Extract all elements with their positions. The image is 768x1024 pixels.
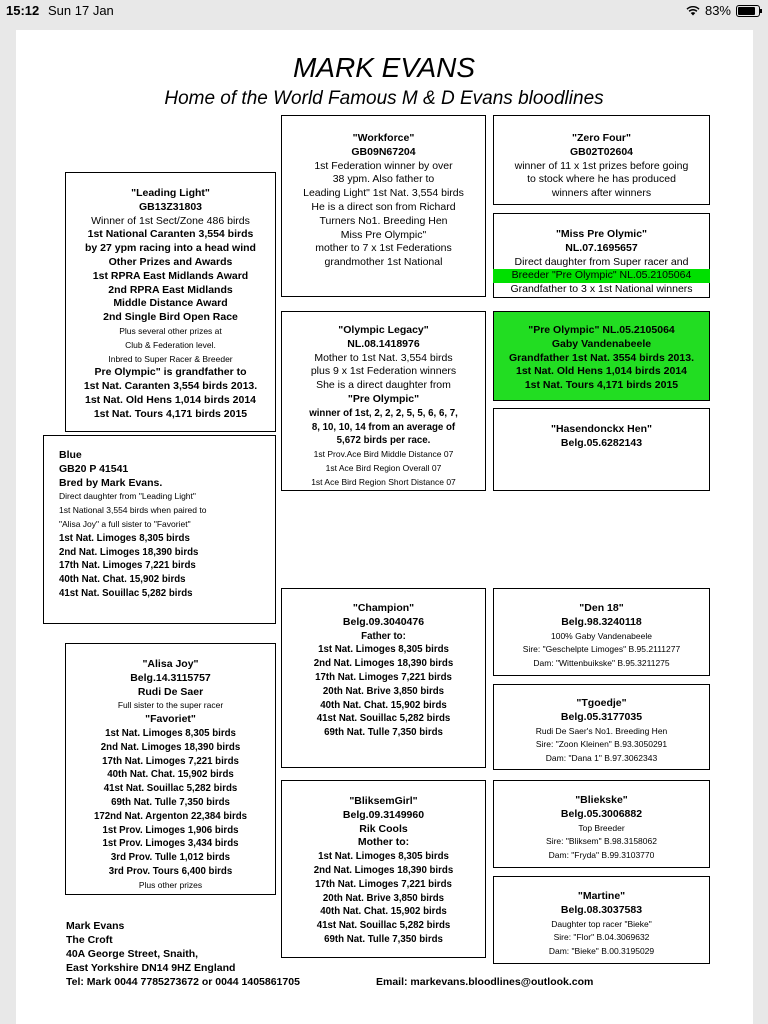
den18-line: "Den 18": [579, 602, 624, 614]
footer-email: Email: markevans.bloodlines@outlook.com: [376, 976, 594, 988]
status-right: [686, 3, 760, 18]
bliekske-line: Top Breeder: [578, 822, 625, 833]
box-bliekske: [493, 780, 710, 868]
bliksemgirl-line: 2nd Nat. Limoges 18,390 birds: [313, 864, 454, 876]
blue-line: 40th Nat. Chat. 15,902 birds: [59, 574, 186, 586]
workforce-line: 1st Federation winner by over: [314, 159, 453, 172]
leadinglight-line: 1st Nat. Old Hens 1,014 birds 2014: [85, 393, 256, 406]
alisajoy-line: 172nd Nat. Argenton 22,384 birds: [93, 810, 248, 822]
zerofour-line: "Zero Four": [572, 132, 631, 144]
bliksemgirl-line: "BliksemGirl": [349, 795, 418, 807]
leadinglight-line: 2nd RPRA East Midlands: [108, 283, 233, 296]
olympiclegacy-line: plus 9 x 1st Federation winners: [310, 365, 457, 378]
workforce-line: He is a direct son from Richard: [311, 200, 456, 213]
bliksemgirl-line: 40th Nat. Chat. 15,902 birds: [320, 906, 447, 918]
olympiclegacy-line: 5,672 birds per race.: [336, 435, 431, 447]
bliksemgirl-line: Mother to:: [357, 836, 410, 849]
alisajoy-line: 3rd Prov. Tulle 1,012 birds: [110, 852, 231, 864]
alisajoy-line: 1st Prov. Limoges 3,434 birds: [102, 838, 239, 850]
alisajoy-line: 2nd Nat. Limoges 18,390 birds: [100, 741, 241, 753]
bliekske-line: "Bliekske": [575, 794, 628, 806]
leadinglight-line: "Leading Light": [131, 187, 210, 199]
box-tgoedje: [493, 684, 710, 770]
zerofour-line: GB02T02604: [569, 145, 634, 158]
hasendonckx-line: "Hasendonckx Hen": [551, 423, 652, 435]
champion-line: 17th Nat. Limoges 7,221 birds: [315, 671, 452, 683]
champion-line: 40th Nat. Chat. 15,902 birds: [320, 699, 447, 711]
champion-line: Father to:: [361, 630, 406, 642]
leadinglight-line: Other Prizes and Awards: [108, 255, 233, 268]
zerofour-line: winners after winners: [551, 187, 652, 200]
workforce-line: mother to 7 x 1st Federations: [315, 242, 452, 255]
page-subtitle: Home of the World Famous M & D Evans bloodlines: [164, 88, 604, 109]
martine-line: "Martine": [577, 890, 626, 902]
blue-line: 1st National 3,554 birds when paired to: [59, 505, 207, 516]
tgoedje-line: "Tgoedje": [576, 697, 627, 709]
battery-percent: 83%: [704, 3, 731, 18]
box-den-18: [493, 588, 710, 676]
leadinglight-line: Pre Olympic" is grandfather to: [94, 366, 247, 379]
workforce-line: Turners No1. Breeding Hen: [319, 214, 448, 227]
workforce-line: Miss Pre Olympic": [340, 228, 427, 241]
misspre-line: Direct daughter from Super racer and: [514, 255, 689, 268]
champion-line: 20th Nat. Brive 3,850 birds: [322, 685, 445, 697]
blue-line: 17th Nat. Limoges 7,221 birds: [59, 560, 196, 572]
workforce-line: "Workforce": [352, 132, 415, 144]
blue-line: 2nd Nat. Limoges 18,390 birds: [59, 546, 199, 558]
box-champion: [281, 588, 486, 768]
misspre-line: NL.07.1695657: [565, 241, 638, 254]
bliekske-line: Belg.05.3006882: [560, 807, 643, 820]
den18-line: Belg.98.3240118: [561, 615, 642, 628]
footer-tel: Tel: Mark 0044 7785273672 or 0044 1405861705: [66, 976, 300, 988]
preolympic-line: Grandfather 1st Nat. 3554 birds 2013.: [509, 351, 694, 364]
page-title: MARK EVANS: [292, 52, 476, 83]
box-blue: [43, 435, 276, 624]
martine-line: Sire: "Flor" B.04.3069632: [553, 932, 650, 943]
box-leading-light: [65, 172, 276, 432]
box-pre-olympic: [493, 311, 710, 401]
battery-fill: [738, 7, 755, 15]
alisajoy-line: 1st Prov. Limoges 1,906 birds: [102, 824, 239, 836]
blue-line: Direct daughter from "Leading Light": [59, 491, 196, 502]
alisajoy-line: 69th Nat. Tulle 7,350 birds: [111, 796, 230, 808]
alisajoy-line: "Favoriet": [145, 713, 196, 726]
preolympic-line: 1st Nat. Tours 4,171 birds 2015: [524, 379, 679, 392]
box-hasendonckx-hen: [493, 408, 710, 491]
misspre-line: Breeder "Pre Olympic" NL.05.2105064: [493, 269, 710, 283]
bliekske-line: Sire: "Bliksem" B.98.3158062: [546, 836, 657, 847]
status-date: Sun 17 Jan: [48, 3, 114, 18]
den18-line: Dam: "Wittenbuikske" B.95.3211275: [533, 658, 670, 669]
zerofour-line: to stock where he has produced: [527, 173, 676, 186]
footer-name: Mark Evans: [66, 920, 125, 932]
champion-line: 1st Nat. Limoges 8,305 birds: [318, 644, 449, 656]
footer-line2: The Croft: [66, 934, 113, 946]
champion-line: 69th Nat. Tulle 7,350 birds: [324, 727, 443, 739]
blue-line: 41st Nat. Souillac 5,282 birds: [59, 587, 193, 599]
den18-line: 100% Gaby Vandenabeele: [551, 630, 652, 641]
box-miss-pre-olymic: [493, 213, 710, 298]
status-bar: [0, 0, 768, 22]
alisajoy-line: 1st Nat. Limoges 8,305 birds: [105, 727, 236, 739]
zerofour-line: winner of 11 x 1st prizes before going: [514, 159, 689, 172]
alisajoy-line: Belg.14.3115757: [130, 671, 211, 684]
leadinglight-line: GB13Z31803: [138, 200, 203, 213]
hasendonckx-line: Belg.05.6282143: [560, 436, 643, 449]
bliksemgirl-line: Rik Cools: [359, 822, 408, 835]
bliksemgirl-line: 41st Nat. Souillac 5,282 birds: [316, 920, 451, 932]
preolympic-line: "Pre Olympic" NL.05.2105064: [528, 324, 675, 336]
olympiclegacy-line: She is a direct daughter from: [316, 379, 451, 392]
olympiclegacy-line: NL.08.1418976: [347, 337, 420, 350]
leadinglight-line: Middle Distance Award: [113, 297, 228, 310]
workforce-line: Leading Light" 1st Nat. 3,554 birds: [303, 187, 464, 200]
olympiclegacy-line: Mother to 1st Nat. 3,554 birds: [314, 351, 453, 364]
box-zero-four: [493, 115, 710, 205]
alisajoy-line: Rudi De Saer: [137, 685, 204, 698]
workforce-line: 38 ypm. Also father to: [332, 173, 435, 186]
workforce-line: grandmother 1st National: [324, 256, 443, 269]
martine-line: Dam: "Bieke" B.00.3195029: [548, 946, 655, 957]
champion-line: 41st Nat. Souillac 5,282 birds: [316, 713, 451, 725]
bliekske-line: Dam: "Fryda" B.99.3103770: [548, 850, 655, 861]
workforce-line: GB09N67204: [351, 145, 416, 158]
alisajoy-line: "Alisa Joy": [142, 658, 199, 670]
olympiclegacy-line: "Pre Olympic": [347, 392, 420, 405]
leadinglight-line: by 27 ypm racing into a head wind: [85, 242, 256, 255]
olympiclegacy-line: 1st Ace Bird Region Short Distance 07: [311, 476, 456, 487]
champion-line: "Champion": [352, 602, 415, 614]
bliksemgirl-line: 69th Nat. Tulle 7,350 birds: [324, 933, 443, 945]
alisajoy-line: 41st Nat. Souillac 5,282 birds: [103, 783, 238, 795]
blue-line: "Alisa Joy" a full sister to "Favoriet": [59, 518, 191, 529]
leadinglight-line: 1st Nat. Caranten 3,554 birds 2013.: [83, 380, 258, 393]
champion-line: 2nd Nat. Limoges 18,390 birds: [313, 658, 454, 670]
tgoedje-line: Dam: "Dana 1" B.97.3062343: [545, 753, 658, 764]
footer-line4: East Yorkshire DN14 9HZ England: [66, 962, 236, 974]
blue-line: Bred by Mark Evans.: [59, 476, 163, 489]
leadinglight-line: Inbred to Super Racer & Breeder: [108, 353, 233, 364]
box-alisa-joy: [65, 643, 276, 895]
preolympic-line: 1st Nat. Old Hens 1,014 birds 2014: [516, 365, 687, 378]
tgoedje-line: Rudi De Saer's No1. Breeding Hen: [535, 725, 668, 736]
leadinglight-line: Winner of 1st Sect/Zone 486 birds: [91, 214, 250, 227]
wifi-icon: [686, 5, 700, 16]
blue-line: 1st Nat. Limoges 8,305 birds: [59, 532, 190, 544]
leadinglight-line: 2nd Single Bird Open Race: [103, 311, 238, 324]
olympiclegacy-line: winner of 1st, 2, 2, 2, 5, 5, 6, 6, 7,: [309, 407, 458, 419]
footer-line3: 40A George Street, Snaith,: [66, 948, 199, 960]
bliksemgirl-line: 17th Nat. Limoges 7,221 birds: [315, 878, 452, 890]
footer-address: [66, 919, 300, 989]
bliksemgirl-line: 1st Nat. Limoges 8,305 birds: [318, 851, 449, 863]
misspre-line: Grandfather to 3 x 1st National winners: [510, 283, 693, 296]
leadinglight-line: 1st National Caranten 3,554 birds: [87, 228, 254, 241]
alisajoy-line: Full sister to the super racer: [117, 700, 224, 711]
misspre-line: "Miss Pre Olymic": [555, 228, 648, 240]
bliksemgirl-line: 20th Nat. Brive 3,850 birds: [322, 892, 445, 904]
battery-icon: [736, 5, 760, 17]
preolympic-line: Gaby Vandenabeele: [551, 337, 652, 350]
box-olympic-legacy: [281, 311, 486, 491]
den18-line: Sire: "Geschelpte Limoges" B.95.2111277: [522, 644, 681, 655]
olympiclegacy-line: 1st Prov.Ace Bird Middle Distance 07: [313, 449, 454, 460]
martine-line: Daughter top racer "Bieke": [551, 918, 652, 929]
box-bliksemgirl: [281, 780, 486, 958]
leadinglight-line: 1st Nat. Tours 4,171 birds 2015: [93, 407, 248, 420]
leadinglight-line: Plus several other prizes at: [119, 325, 222, 336]
olympiclegacy-line: 1st Ace Bird Region Overall 07: [325, 462, 442, 473]
alisajoy-line: 3rd Prov. Tours 6,400 birds: [108, 865, 233, 877]
leadinglight-line: 1st RPRA East Midlands Award: [92, 269, 249, 282]
blue-line: Blue: [59, 449, 82, 461]
alisajoy-line: 40th Nat. Chat. 15,902 birds: [107, 769, 234, 781]
tgoedje-line: Sire: "Zoon Kleinen" B.93.3050291: [535, 739, 668, 750]
martine-line: Belg.08.3037583: [560, 903, 643, 916]
status-time: 15:12: [6, 3, 40, 18]
box-martine: [493, 876, 710, 964]
champion-line: Belg.09.3040476: [342, 615, 425, 628]
alisajoy-line: Plus other prizes: [138, 879, 203, 890]
box-workforce: [281, 115, 486, 297]
tgoedje-line: Belg.05.3177035: [560, 710, 643, 723]
olympiclegacy-line: 8, 10, 10, 14 from an average of: [311, 421, 456, 433]
blue-line: GB20 P 41541: [59, 462, 129, 475]
alisajoy-line: 17th Nat. Limoges 7,221 birds: [102, 755, 239, 767]
bliksemgirl-line: Belg.09.3149960: [342, 808, 425, 821]
leadinglight-line: Club & Federation level.: [125, 339, 216, 350]
olympiclegacy-line: "Olympic Legacy": [338, 324, 429, 336]
